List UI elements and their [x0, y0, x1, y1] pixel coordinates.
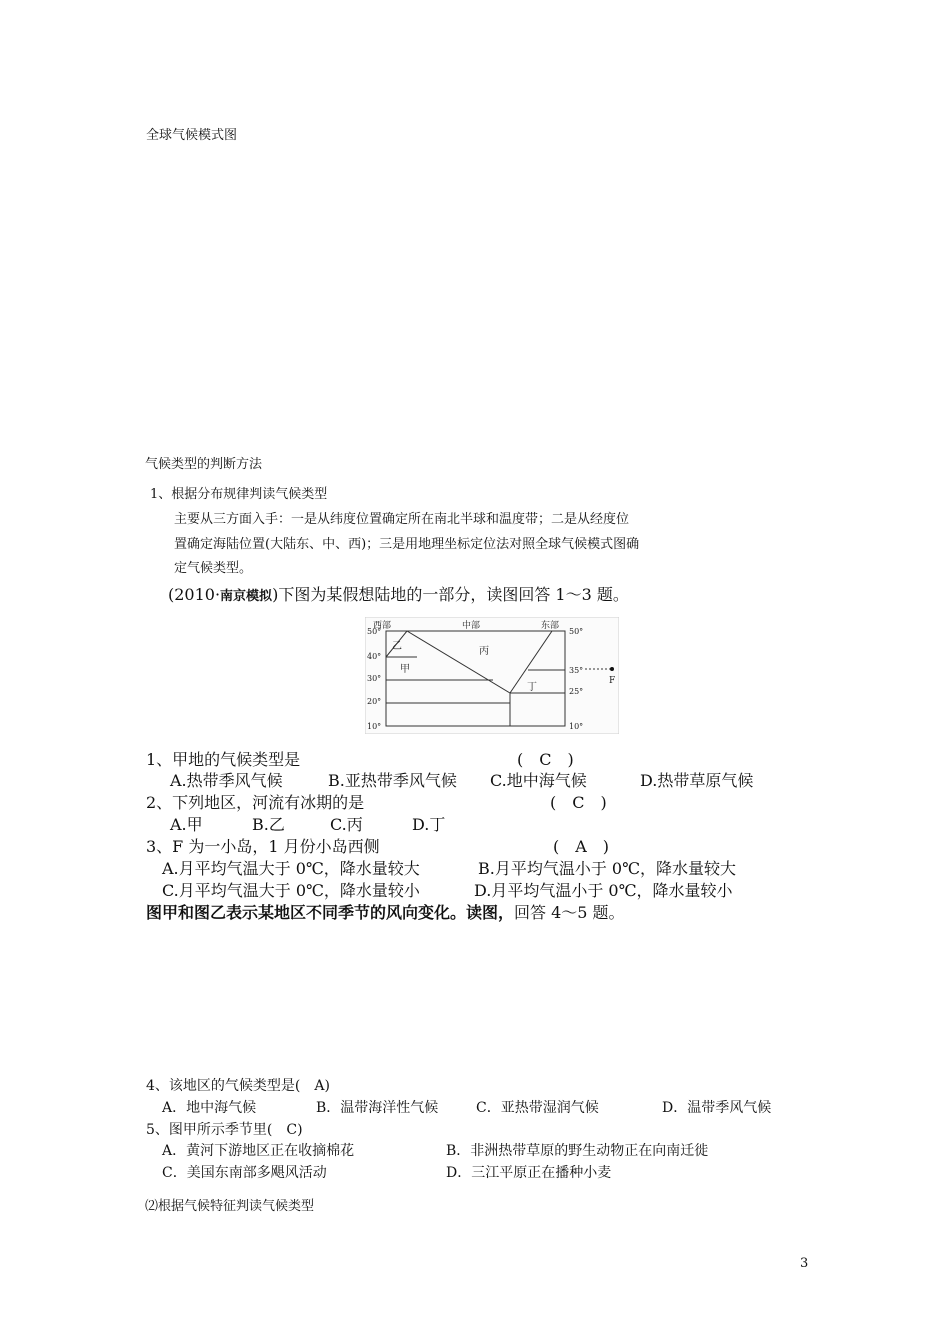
map-lat-right-35: 35° [569, 666, 584, 675]
map-lat-right-50: 50° [569, 627, 584, 636]
map-region-ding: 丁 [527, 682, 537, 693]
map-region-bing: 丙 [479, 646, 489, 657]
intro-rest: 读图回答 1～3 题。 [486, 585, 629, 604]
map-region-yi: 乙 [392, 641, 402, 652]
map-island-dot [610, 667, 614, 671]
q4-option-d: D．温带季风气候 [662, 1100, 772, 1116]
q3-option-a: A.月平均气温大于 0℃，降水量较大 [162, 859, 420, 878]
question-3-answer: ( A ) [553, 837, 610, 856]
map-lat-left-40: 40° [367, 652, 382, 661]
question-intro [168, 582, 629, 605]
q3-option-d: D.月平均气温小于 0℃，降水量较小 [474, 881, 733, 900]
q1-option-b: B.亚热带季风气候 [328, 771, 457, 790]
q4-option-b: B．温带海洋性气候 [316, 1100, 439, 1116]
question-4: 4、该地区的气候类型是( A) [146, 1078, 330, 1094]
step1-desc-line3: 定气候类型。 [174, 561, 253, 576]
map-label-middle: 中部 [462, 621, 481, 631]
wind-intro-rest: 回答 4～5 题。 [514, 903, 625, 922]
q2-option-a: A.甲 [170, 815, 203, 834]
map-lat-left-20: 20° [367, 697, 382, 706]
wind-intro-bold: 图甲和图乙表示某地区不同季节的风向变化。读图， [146, 903, 515, 922]
map-label-east: 东部 [541, 621, 560, 631]
step1-desc-line2: 置确定海陆位置(大陆东、中、西)；三是用地理坐标定位法对照全球气候模式图确 [174, 537, 640, 552]
map-island-label: F [609, 676, 616, 686]
step2-title: ⑵根据气候特征判读气候类型 [145, 1199, 315, 1214]
section-title-global-climate: 全球气候模式图 [146, 128, 238, 143]
question-1: 1、甲地的气候类型是 [146, 750, 301, 769]
q2-option-b: B.乙 [252, 815, 285, 834]
q3-option-b: B.月平均气温小于 0℃，降水量较大 [478, 859, 737, 878]
question-5: 5、图甲所示季节里( C) [146, 1122, 303, 1138]
intro-source-name: 南京模拟 [220, 589, 273, 604]
q4-option-a: A．地中海气候 [162, 1100, 257, 1116]
map-lat-left-30: 30° [367, 674, 382, 683]
map-lat-left-50: 50° [367, 627, 382, 636]
q5-option-d: D．三江平原正在播种小麦 [446, 1165, 612, 1181]
map-region-jia: 甲 [400, 664, 410, 675]
step1-title: 1、根据分布规律判读气候类型 [150, 487, 328, 502]
question-1-answer: ( C ) [517, 750, 574, 769]
wind-question-intro [146, 900, 625, 923]
section-title-method: 气候类型的判断方法 [145, 457, 263, 472]
q5-option-c: C．美国东南部多飓风活动 [162, 1165, 327, 1181]
hypothetical-land-map [365, 617, 619, 734]
question-2-answer: ( C ) [550, 793, 607, 812]
intro-source: (2010· [168, 585, 221, 604]
q3-option-c: C.月平均气温大于 0℃，降水量较小 [162, 881, 420, 900]
q1-option-a: A.热带季风气候 [170, 771, 283, 790]
q2-option-c: C.丙 [330, 815, 363, 834]
intro-bold: 下图为某假想陆地的一部分， [278, 585, 487, 604]
map-lat-left-10: 10° [367, 722, 382, 731]
q2-option-d: D.丁 [412, 815, 446, 834]
question-3: 3、F 为一小岛，1 月份小岛西侧 [146, 837, 380, 856]
intro-source-close: ) [272, 585, 279, 604]
q1-option-d: D.热带草原气候 [640, 771, 754, 790]
map-lat-right-25: 25° [569, 687, 584, 696]
q4-option-c: C．亚热带湿润气候 [476, 1100, 599, 1116]
question-2: 2、下列地区，河流有冰期的是 [146, 793, 365, 812]
map-label-west: 西部 [373, 621, 392, 631]
map-lat-right-10: 10° [569, 722, 584, 731]
page-number: 3 [800, 1256, 809, 1271]
q5-option-a: A．黄河下游地区正在收摘棉花 [162, 1143, 355, 1159]
step1-desc-line1: 主要从三方面入手：一是从纬度位置确定所在南北半球和温度带；二是从经度位 [174, 512, 630, 527]
q1-option-c: C.地中海气候 [490, 771, 587, 790]
q5-option-b: B．非洲热带草原的野生动物正在向南迁徙 [446, 1143, 709, 1159]
